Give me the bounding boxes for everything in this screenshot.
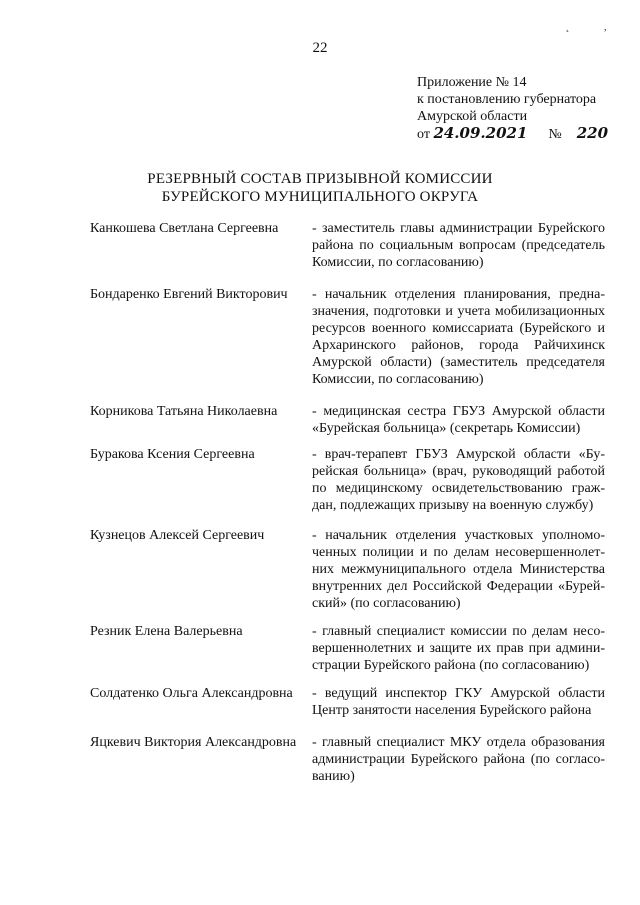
role-line: значения, подготовки и учета мобилизационных	[312, 304, 605, 319]
member-role	[312, 220, 605, 271]
member-name: Кузнецов Алексей Сергеевич	[90, 528, 265, 543]
appendix-line-1: Приложение № 14	[417, 75, 527, 90]
page-number: 22	[312, 40, 328, 56]
role-line: рейская больница» (врач, руководящий работой	[312, 464, 605, 479]
appendix-line-3: Амурской области	[417, 109, 528, 124]
role-line: ский» (по согласованию)	[312, 596, 461, 611]
number-prefix: №	[548, 127, 562, 142]
member-role	[312, 446, 605, 514]
appendix-date-line	[417, 125, 608, 143]
role-line: - медицинская сестра ГБУЗ Амурской области	[312, 404, 605, 419]
member-name: Резник Елена Валерьевна	[90, 624, 243, 639]
role-line: внутренних дел Российской Федерации «Бурей-	[312, 579, 605, 594]
date-prefix: от	[417, 127, 430, 142]
appendix-block	[417, 74, 608, 143]
member-role	[312, 403, 605, 437]
role-line: Комиссии, по согласованию)	[312, 372, 484, 387]
role-line: - главный специалист МКУ отдела образования	[312, 735, 605, 750]
role-line: страции Бурейского района (по согласованию)	[312, 658, 590, 673]
role-line: Архаринского районов, города Райчихинск	[312, 338, 605, 353]
member-role	[312, 527, 605, 612]
role-line: Амурской области) (заместитель председателя	[312, 355, 605, 370]
member-role	[312, 286, 605, 388]
handwritten-date: 24.09.2021	[433, 124, 528, 142]
member-name: Яцкевич Виктория Александровна	[90, 735, 297, 750]
member-name: Корникова Татьяна Николаевна	[90, 404, 278, 419]
role-line: - начальник отделения планирования, предна-	[312, 287, 605, 302]
role-line: Комиссии, по согласованию)	[312, 255, 484, 270]
member-role	[312, 623, 605, 674]
role-line: вершеннолетних и защите их прав при админи-	[312, 641, 605, 656]
member-role	[312, 685, 605, 719]
role-line: ванию)	[312, 769, 355, 784]
role-line: администрации Бурейского района (по согласо-	[312, 752, 605, 767]
role-line: Центр занятости населения Бурейского района	[312, 703, 592, 718]
member-name: Буракова Ксения Сергеевна	[90, 447, 255, 462]
handwritten-number: 220	[576, 124, 609, 142]
title-line-2: БУРЕЙСКОГО МУНИЦИПАЛЬНОГО ОКРУГА	[161, 189, 479, 205]
role-line: - начальник отделения участковых уполномо-	[312, 528, 605, 543]
member-name: Солдатенко Ольга Александровна	[90, 686, 293, 701]
role-line: по медицинскому освидетельствованию граж-	[312, 481, 605, 496]
appendix-line-2: к постановлению губернатора	[417, 92, 597, 107]
member-role	[312, 734, 605, 785]
corner-mark-left: ˛	[566, 22, 570, 33]
role-line: района по социальным вопросам (председатель	[312, 238, 605, 253]
role-line: - заместитель главы администрации Бурейского	[312, 221, 605, 236]
corner-mark-right: ,	[604, 22, 607, 33]
role-line: дан, подлежащих призыву на военную службу)	[312, 498, 594, 513]
role-line: «Бурейская больница» (секретарь Комиссии)	[312, 421, 581, 436]
member-name: Бондаренко Евгений Викторович	[90, 287, 288, 302]
role-line: - главный специалист комиссии по делам несо-	[312, 624, 605, 639]
role-line: - врач-терапевт ГБУЗ Амурской области «Бу-	[312, 447, 605, 462]
document-title	[0, 170, 640, 206]
title-line-1: РЕЗЕРВНЫЙ СОСТАВ ПРИЗЫВНОЙ КОМИССИИ	[147, 171, 493, 187]
role-line: них межмуниципального отдела Министерства	[312, 562, 605, 577]
role-line: - ведущий инспектор ГКУ Амурской области	[312, 686, 605, 701]
member-name: Канкошева Светлана Сергеевна	[90, 221, 279, 236]
role-line: ченных полиции и по делам несовершеннолет-	[312, 545, 605, 560]
role-line: ресурсов военного комиссариата (Бурейского и	[312, 321, 605, 336]
